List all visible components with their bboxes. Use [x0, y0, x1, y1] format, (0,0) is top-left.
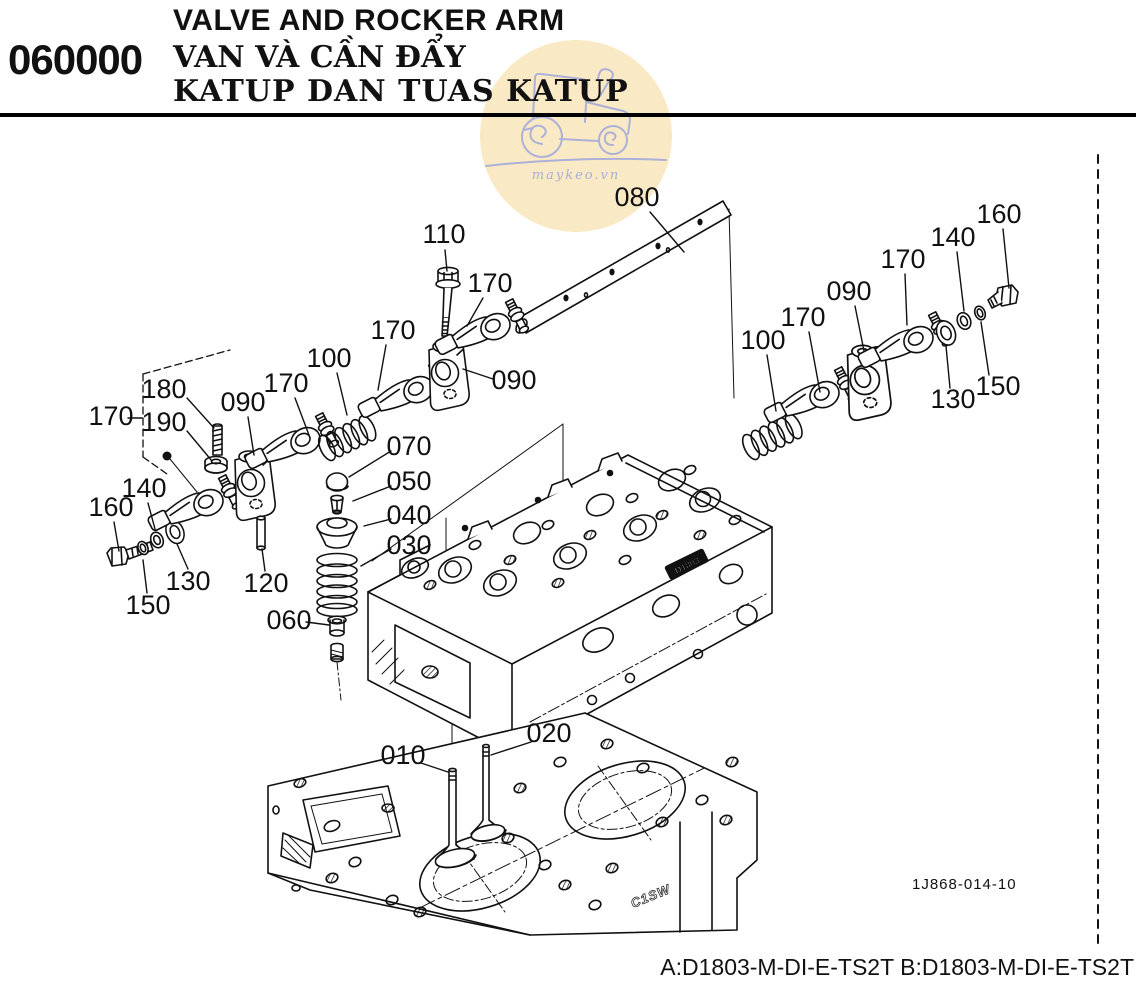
part-callout-110: 110: [422, 219, 466, 250]
header-rule: [0, 113, 1136, 117]
part-callout-030: 030: [386, 530, 432, 561]
title-english: VALVE AND ROCKER ARM: [173, 4, 565, 37]
part-callout-170: 170: [88, 401, 134, 432]
part-callout-170: 170: [467, 268, 513, 299]
part-callout-150: 150: [125, 590, 171, 621]
part-callout-140: 140: [121, 473, 167, 504]
part-callout-170: 170: [880, 244, 926, 275]
part-callout-020: 020: [526, 718, 572, 749]
part-callout-090: 090: [491, 365, 537, 396]
part-callout-090: 090: [826, 276, 872, 307]
part-callout-090: 090: [220, 387, 266, 418]
part-callout-170: 170: [263, 368, 309, 399]
part-callout-130: 130: [165, 566, 211, 597]
svg-text:C1SW: C1SW: [628, 881, 673, 911]
part-callout-070: 070: [386, 431, 432, 462]
part-callout-100: 100: [740, 325, 786, 356]
part-callout-120: 120: [243, 568, 289, 599]
svg-text:D1803: D1803: [673, 555, 702, 576]
part-callout-100: 100: [306, 343, 352, 374]
figure-code: 1J868-014-10: [912, 876, 1017, 893]
part-callout-170: 170: [370, 315, 416, 346]
part-callout-040: 040: [386, 500, 432, 531]
part-callout-160: 160: [88, 492, 134, 523]
part-callout-140: 140: [930, 222, 976, 253]
section-code: 060000: [8, 36, 143, 83]
part-callout-060: 060: [266, 605, 312, 636]
part-callout-150: 150: [975, 371, 1021, 402]
part-callout-130: 130: [930, 384, 976, 415]
title-indonesian: KATUP DAN TUAS KATUP: [173, 74, 629, 109]
part-callout-160: 160: [976, 199, 1022, 230]
part-callout-010: 010: [380, 740, 426, 771]
part-callout-080: 080: [614, 182, 660, 213]
part-callout-190: 190: [141, 407, 187, 438]
part-callout-170: 170: [780, 302, 826, 333]
title-vietnamese: VAN VÀ CẦN ĐẨY: [173, 40, 466, 75]
applicable-models: A:D1803-M-DI-E-TS2T B:D1803-M-DI-E-TS2T: [660, 954, 1134, 980]
part-callout-050: 050: [386, 466, 432, 497]
part-callout-180: 180: [141, 374, 187, 405]
watermark-site-label: maykeo.vn: [531, 168, 621, 183]
